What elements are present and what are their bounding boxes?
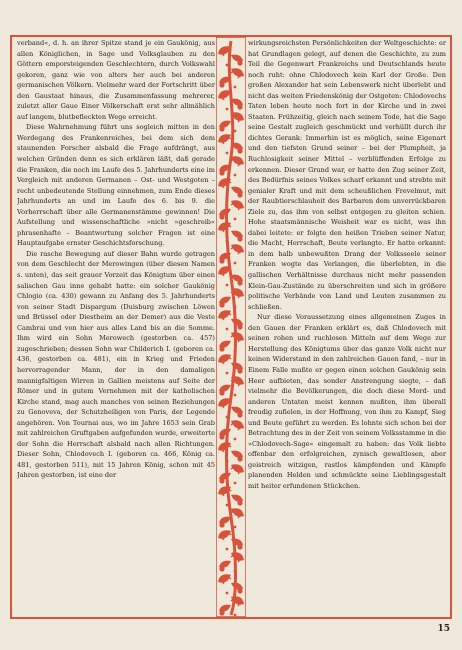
paragraph: Nur diese Voraussetzung eines allgemeinen Zuges in den Gauen der Franken erklärt es, daß Chlodovech mit seinen rohen und ruchlosen Mitteln auf dem Wege zur Herstellung des Königtums über das ganze Volk nicht nur keinen Widerstand in den zahlreichen Gauen fand, – nur in Einem Falle mußte er gegen einen solchen Gaukönig sein Heer aufbieten, das sonder Anstrengung siegte, – daß vielmehr die Bevölkerungen, die doch diese Mord- und anderen Untaten meist kennen mußten, ihm überall freudig zufielen, in der Hoffnung, von ihm zu Kampf, Sieg und Beute geführt zu werden. Es lohnte sich schon bei der Betrachtung des in der Zeit von seinem Volksstamme in die »Chlodovech-Sage« eingemalt zu haben: das Volk liebte offenbar den erfolgreichen, zynisch gewaltlosen, aber geistreich witzigen, rastlos kämpfenden und Kämpfe planenden Helden und schmückte seine Lieblingsgestalt mit heiter erfundenen Stückchen. — [248, 313, 446, 490]
paragraph: verband«, d. h. an ihrer Spitze stand je ein Gaukönig, aus allen Königlichen, in Sage und Volksglauben zu den Göttern emporsteigenden Geschlechtern, durch Volkswahl gekoren, ganz wie von alters her auch bei anderen germanischen Völkern. Vielmehr ward der Fortschritt über den Gaustaat hinaus, die Zusammenfassung mehrerer, zuletzt aller Gaue Einer Völkerschaft erst sehr allmählich auf langem, blutbefleckten Wege erreicht. — [17, 39, 215, 121]
right-column — [248, 38, 446, 618]
page-number: 15 — [437, 624, 450, 634]
floral-ornament-icon — [216, 37, 246, 617]
paragraph: Diese Wahrnehmung führt uns sogleich mitten in den Werdegang des Frankenreiches, bei dem sich dem staunenden Forscher alsbald die Frage aufdrängt, aus welchen Gründen denn es sich erklären läßt, daß gerade die Franken, die noch im Laufe des 5. Jahrhunderts eine im Vergleich mit anderen Germanen – Ost- und Westgoten – recht unbedeutende Stellung einnehmen, zum Ende dieses Jahrhunderts an und im Laufe des 6. bis 9. die Vorherrschaft über alle Germanenstämme gewinnen! Die Aufstellung und wissenschaftliche »nicht »geschreib« phrasenhafte – Beantwortung solcher Fragen ist eine Hauptaufgabe ernster Geschichtsforschung. — [17, 123, 215, 248]
left-column — [17, 38, 215, 618]
floral-ornament-border — [216, 37, 246, 617]
paragraph: Die rasche Bewegung auf dieser Bahn wurde getragen von dem Geschlecht der Merowingen (über diesen Namen s. unten), das seit grauer Vorzeit das Königtum über einen salischen Gau inne gehabt hatte: ein solcher Gaukönig Chlogio (ca. 430) gewann zu Anfang des 5. Jahrhunderts von seiner Stadt Dispargum (Duisburg zwischen Löwen und Brüssel oder Diestheim an der Demer) aus die Veste Cambrai und von hier aus alles Land bis an die Somme. Ihm wird ein Sohn Merowech (gestorben ca. 457) zugeschrieben; dessen Sohn war Childerich I. (geboren ca. 436, gestorben ca. 481), ein in Krieg und Frieden hervorragender Mann, der in den damaligen mannigfaltigen Wirren in Gallien meistens auf Seite der Römer und in gutem Vernehmen mit der katholischen Kirche stand, mag auch manches von seinen Beziehungen zu Genoveva, der Schutzheiligen von Paris, der Legende angehören. Von Tournai aus, wo im Jahre 1653 sein Grab mit zahlreichen Gruftgaben aufgefunden wurde, erweiterte der Sohn die Herrschaft alsbald nach allen Richtungen. Dieser Sohn, Chlodovech I. (geboren ca. 466, König ca. 481, gestorben 511), mit 15 Jahren König, schon mit 45 Jahren gestorben, ist eine der — [17, 249, 215, 480]
paragraph: wirkungsreichsten Persönlichkeiten der Weltgeschichte: er hat Grundlagen gelegt, auf denen die Geschichte, zu zum Teil die Gegenwart Frankreichs und Deutschlands heute noch ruht: ohne Chlodovech kein Karl der Große. Den großen Alexander hat sein Lebenswerk nicht überlebt und nicht das weiten Friedenskönig der Ostgoten: Chlodovechs Taten leben heute noch fort in der Kirche und in zwei Staaten. Frühzeitig, gleich nach seinem Tode, hat die Sage seine Gestalt zugleich geschmückt und verhüllt durch ihr dichtes Gerank: Immerhin ist es möglich, seine Eigenart und den tiefsten Grund seiner – bei der Plumpheit, ja Ruchlosigkeit seiner Mittel – verblüffenden Erfolge zu erkennen. Dieser Grund war, er hatte den Zug seiner Zeit, des Bedürfnis seines Volkes scharf erkannt und strebte mit genialer Kraft und mit dem scheußlichen Frevelmut, mit der Raubtierschlauheit des Barbaren dem unverrückbaren Ziele zu, das ihm von selbst entgegen zu gleiten schien. Hohe staatsmännische Weisheit war es nicht, was ihn dabei leitete: er folgte den heißen Trieben seiner Natur, die Macht, Herrschaft, Beute verlangte. Er hatte erkannt: in dem halb unbewußten Drang der Volksseele seiner Franken wogte das Verlangen, die überlebten, in die gallischen Verhältnisse durchaus nicht mehr passenden Klein-Gau-Zustände zu überschreiten und sich in größere politische Verbände von Land und Leuten zusammen zu schließen. — [248, 39, 446, 311]
